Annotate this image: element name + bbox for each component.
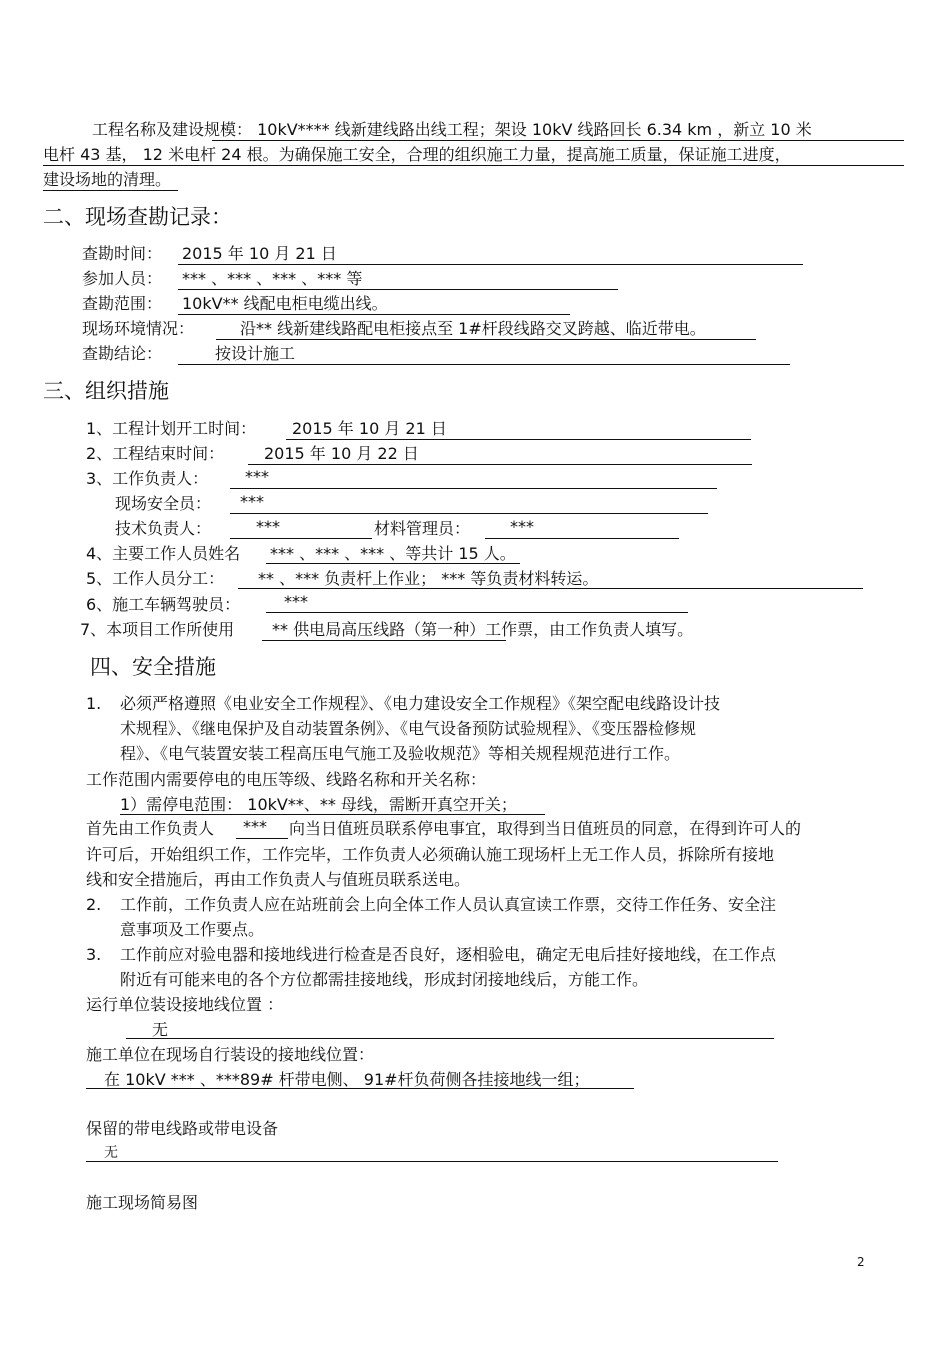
staff-value: *** 、*** 、*** 、等共计 15 人。 — [270, 544, 516, 563]
driver-label: 6、施工车辆驾驶员： — [86, 595, 241, 614]
underline — [485, 538, 679, 539]
constructor-ground-value: 在 10kV *** 、***89# 杆带电侧、 91#杆负荷侧各挂接地线一组； — [104, 1070, 590, 1089]
underline — [248, 464, 752, 465]
underline — [230, 513, 708, 514]
intro-line-2: 电杆 43 基， 12 米电杆 24 根。为确保施工安全，合理的组织施工力量，提高施工质量，保证施工进度， — [43, 145, 791, 164]
intro-line-1: 工程名称及建设规模： 10kV**** 线新建线路出线工程；架设 10kV 线路回长 6.34 km ，新立 10 米 — [92, 120, 812, 139]
safety-officer-value: *** — [240, 492, 264, 511]
section-4-heading: 四、安全措施 — [90, 655, 216, 679]
outage-intro: 工作范围内需要停电的电压等级、线路名称和开关名称： — [86, 770, 487, 789]
item-2-number: 2. — [86, 895, 102, 914]
staff-label: 4、主要工作人员姓名 — [86, 544, 241, 563]
underline — [86, 1088, 634, 1089]
contact-name: *** — [243, 817, 267, 836]
underline — [178, 289, 618, 290]
tech-lead-label: 技术负责人： — [115, 519, 212, 538]
underline — [120, 814, 545, 815]
underline — [126, 1038, 774, 1039]
underline — [178, 364, 790, 365]
leader-value: *** — [245, 467, 269, 486]
item-3-line-2: 附近有可能来电的各个方位都需挂接地线，形成封闭接地线后，方能工作。 — [120, 970, 649, 989]
constructor-ground-label: 施工单位在现场自行装设的接地线位置： — [86, 1045, 375, 1064]
item-3-line-1: 工作前应对验电器和接地线进行检查是否良好，逐相验电，确定无电后挂好接地线，在工作点 — [120, 945, 777, 964]
scope-value: 10kV** 线配电柜电缆出线。 — [182, 294, 388, 313]
material-manager-label: 材料管理员： — [374, 519, 471, 538]
underline — [178, 264, 803, 265]
end-time-value: 2015 年 10 月 22 日 — [264, 444, 419, 463]
driver-value: *** — [284, 592, 308, 611]
participants-label: 参加人员： — [82, 269, 163, 288]
ticket-value: ** 供电局高压线路（第一种）工作票，由工作负责人填写。 — [272, 620, 694, 639]
ticket-label: 7、本项目工作所使用 — [80, 620, 235, 639]
outage-scope: 1）需停电范围： 10kV**、** 母线，需断开真空开关； — [120, 795, 517, 814]
item-2-line-2: 意事项及工作要点。 — [120, 920, 265, 939]
item-1-line-2: 术规程》、《继电保护及自动装置条例》、《电气设备预防试验规程》、《变压器检修规 — [120, 719, 697, 738]
underline — [286, 439, 751, 440]
start-time-value: 2015 年 10 月 21 日 — [292, 419, 447, 438]
environment-label: 现场环境情况： — [82, 319, 195, 338]
end-time-label: 2、工程结束时间： — [86, 444, 225, 463]
underline — [236, 838, 288, 839]
item-1-line-3: 程》、《电气装置安装工程高压电气施工及验收规范》等相关规程规范进行工作。 — [120, 744, 681, 763]
section-2-heading: 二、现场查勘记录： — [43, 205, 232, 229]
start-time-label: 1、工程计划开工时间： — [86, 419, 257, 438]
underline — [266, 612, 688, 613]
contact-line-2: 许可后，开始组织工作，工作完毕，工作负责人必须确认施工现场杆上无工作人员，拆除所有接地 — [86, 845, 775, 864]
conclusion-label: 查勘结论： — [82, 344, 163, 363]
intro-line-3: 建设场地的清理。 — [43, 170, 172, 189]
section-3-heading: 三、组织措施 — [43, 379, 169, 403]
survey-time-value: 2015 年 10 月 21 日 — [182, 244, 337, 263]
contact-prefix: 首先由工作负责人 — [86, 819, 215, 838]
division-value: ** 、*** 负责杆上作业； *** 等负责材料转运。 — [258, 569, 599, 588]
environment-value: 沿** 线新建线路配电柜接点至 1#杆段线路交叉跨越、临近带电。 — [240, 319, 706, 338]
item-3-number: 3. — [86, 945, 102, 964]
contact-line-3: 线和安全措施后，再由工作负责人与值班员联系送电。 — [86, 870, 471, 889]
underline — [230, 538, 372, 539]
operator-ground-label: 运行单位装设接地线位置 ： — [86, 995, 284, 1014]
underline — [43, 190, 178, 191]
underline — [262, 640, 506, 641]
underline — [43, 165, 904, 166]
underline — [266, 563, 520, 564]
division-label: 5、工作人员分工： — [86, 569, 225, 588]
underline — [230, 488, 717, 489]
underline — [238, 588, 863, 589]
underline — [178, 314, 570, 315]
participants-value: *** 、*** 、*** 、*** 等 — [182, 269, 363, 288]
scope-label: 查勘范围： — [82, 294, 163, 313]
retained-live-label: 保留的带电线路或带电设备 — [86, 1119, 279, 1138]
conclusion-value: 按设计施工 — [215, 344, 296, 363]
page-number: 2 — [857, 1255, 865, 1269]
survey-time-label: 查勘时间： — [82, 244, 163, 263]
contact-line-1: 向当日值班员联系停电事宜，取得到当日值班员的同意，在得到许可人的 — [289, 819, 802, 838]
underline — [86, 1161, 778, 1162]
item-1-number: 1. — [86, 694, 102, 713]
retained-live-value: 无 — [104, 1145, 118, 1161]
site-sketch-label: 施工现场简易图 — [86, 1193, 199, 1212]
item-1-line-1: 必须严格遵照《电业安全工作规程》、《电力建设安全工作规程》《架空配电线路设计技 — [120, 694, 721, 713]
safety-officer-label: 现场安全员： — [115, 494, 212, 513]
item-2-line-1: 工作前，工作负责人应在站班前会上向全体工作人员认真宣读工作票，交待工作任务、安全注 — [120, 895, 777, 914]
underline — [216, 339, 756, 340]
operator-ground-value: 无 — [152, 1020, 169, 1039]
material-manager-value: *** — [510, 517, 534, 536]
underline — [212, 140, 904, 141]
tech-lead-value: *** — [256, 517, 280, 536]
leader-label: 3、工作负责人： — [86, 469, 209, 488]
